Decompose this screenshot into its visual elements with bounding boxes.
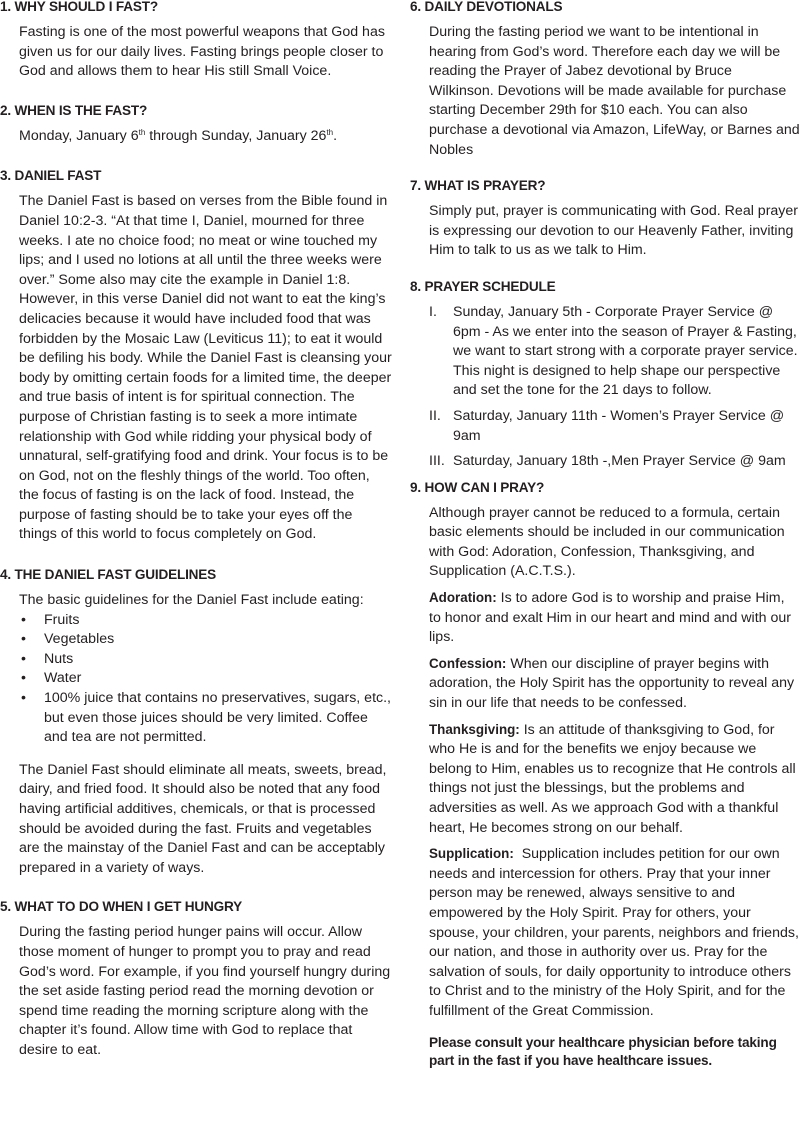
adoration-label: Adoration: bbox=[429, 590, 497, 606]
schedule-item bbox=[429, 303, 800, 401]
section-body bbox=[0, 591, 392, 878]
adoration-paragraph bbox=[429, 588, 800, 648]
section-why-fast bbox=[0, 0, 392, 82]
paragraph: The Daniel Fast is based on verses from the Bible found in Daniel 10:2-3. “At that time I, Daniel, mourned for three weeks. I ate no choice food; no meat or wine touched my lips; and I used no lotions at all until the three weeks were over.” Some also may cite the example in Daniel 1:8. However, in this verse Daniel did not want to eat the king’s delicacies because it would have included food that was forbidden by the Mosaic Law (Leviticus 11); to eat it would be defiling his body. While the Daniel Fast is cleansing your body by omitting certain foods for a limited time, the deeper and true basis of intent is for spiritual connection. The purpose of Christian fasting is to seek a more intimate relationship with God while ridding your physical body of unnatural, self-gratifying food and drink. Your focus is to be on God, not on the fleshly things of the world. Too often, the focus of fasting is on the lack of food. Instead, the purpose of fasting should be to take your eyes off the things of this world to focus completely on God. bbox=[19, 193, 392, 543]
section-body bbox=[0, 23, 392, 82]
item-text: Saturday, January 11th - Women’s Prayer Service @ 9am bbox=[453, 407, 785, 444]
thanksgiving-text: Is an attitude of thanksgiving to God, for who He is and for the benefits we enjoy because we belong to Him, enables us to recognize that He controls all things not just the blessings, but the problems and adversities as well. As we approach God with a thankful heart, He becomes strong on our behalf. bbox=[429, 721, 796, 836]
list-item: • Water bbox=[19, 669, 392, 689]
confession-label: Confession: bbox=[429, 655, 507, 671]
section-what-is-prayer bbox=[410, 178, 800, 261]
paragraph: The Daniel Fast should eliminate all meats, sweets, bread, dairy, and fried food. It should also be noted that any food having artificial additives, chemicals, or that is processed should be avoided during the fast. Fruits and vegetables are the mainstay of the Daniel Fast and can be acceptably prepared in a variety of ways. bbox=[19, 761, 387, 876]
item-number: I. bbox=[429, 303, 437, 320]
list-item: • Fruits bbox=[19, 611, 392, 631]
item-number: II. bbox=[429, 407, 441, 424]
list-item: • Nuts bbox=[19, 650, 392, 670]
ordinal-suffix: th bbox=[138, 127, 146, 137]
section-body bbox=[0, 923, 392, 1060]
paragraph: During the fasting period hunger pains will occur. Allow those moment of hunger to prompt you to pray and read God’s word. For example, if you find yourself hungry during the set aside fasting period read the morning devotion or spend time reading the morning scripture along with the chapter it’s found. Allow time with God to replace that desire to eat. bbox=[19, 924, 391, 1058]
supplication-paragraph bbox=[429, 844, 800, 1021]
paragraph: The basic guidelines for the Daniel Fast include eating: bbox=[19, 592, 364, 609]
schedule-list bbox=[429, 303, 800, 472]
paragraph: Fasting is one of the most powerful weapons that God has given us for our daily lives. Fasting brings people closer to God and allows them to hear His still Small Voice. bbox=[19, 24, 385, 80]
supplication-text: Supplication includes petition for our own needs and intercession for others. Pray that your inner person may be renewed, always sensitive to and empowered by the Holy Spirit. Pray for others, your spouse, your children, your parents, neighbors and friends, our nation, and those in authority over us. Pray for the salvation of souls, for daily opportunity to introduce others to Christ and to the ministry of the Holy Spirit, and for the fulfillment of the Great Commission. bbox=[429, 846, 799, 1019]
section-devotionals bbox=[410, 0, 800, 160]
right-column bbox=[410, 0, 800, 1071]
confession-text: When our discipline of prayer begins with adoration, the Holy Spirit has the opportunity to reveal any sin in our life that needs to be confessed. bbox=[429, 655, 795, 712]
section-title: 8. PRAYER SCHEDULE bbox=[410, 278, 556, 294]
item-text: Sunday, January 5th - Corporate Prayer Service @ 6pm - As we enter into the season of Prayer & Fasting, we want to start strong with a corporate prayer service. This night is designed to help shape our perspective and set the tone for the 21 days to follow. bbox=[453, 303, 798, 399]
section-prayer-schedule bbox=[410, 279, 800, 472]
confession-paragraph bbox=[429, 654, 800, 714]
healthcare-note: Please consult your healthcare physician before taking part in the fast if you have healthcare issues. bbox=[429, 1034, 777, 1069]
section-body bbox=[410, 202, 800, 261]
item-text: Saturday, January 18th -,Men Prayer Service @ 9am bbox=[453, 453, 786, 470]
section-title: 2. WHEN IS THE FAST? bbox=[0, 102, 148, 118]
thanksgiving-paragraph bbox=[429, 720, 800, 839]
section-title: 5. WHAT TO DO WHEN I GET HUNGRY bbox=[0, 899, 243, 915]
paragraph: Simply put, prayer is communicating with God. Real prayer is expressing our devotion to our Heavenly Father, inviting Him to talk to us as we talk to Him. bbox=[429, 203, 799, 259]
section-daniel-fast bbox=[0, 168, 392, 545]
list-item: • 100% juice that contains no preservatives, sugars, etc., but even those juices should be very limited. Coffee and tea are not permitted. bbox=[19, 689, 392, 748]
schedule-item bbox=[429, 407, 800, 446]
left-column bbox=[0, 0, 392, 1061]
list-item: • Vegetables bbox=[19, 630, 392, 650]
section-title: 3. DANIEL FAST bbox=[0, 168, 102, 184]
adoration-text: Is to adore God is to worship and praise Him, to honor and exalt Him in our heart and mind and with our lips. bbox=[429, 590, 791, 646]
section-hungry bbox=[0, 899, 392, 1060]
item-number: III. bbox=[429, 453, 445, 470]
paragraph: During the fasting period we want to be intentional in hearing from God’s word. Therefore each day we will be reading the Prayer of Jabez devotional by Bruce Wilkinson. Devotions will be made available for purchase starting December 29th for $10 each. You can also purchase a devotional via Amazon, LifeWay, or Barnes and Nobles bbox=[429, 24, 800, 158]
paragraph: Although prayer cannot be reduced to a formula, certain basic elements should be included in our communication with God: Adoration, Confession, Thanksgiving, and Supplication (A.C.T.S.). bbox=[429, 504, 785, 580]
punctuation: . bbox=[333, 127, 338, 144]
section-body bbox=[410, 23, 800, 160]
section-body bbox=[0, 192, 392, 545]
thanksgiving-label: Thanksgiving: bbox=[429, 721, 520, 737]
section-title: 7. WHAT IS PRAYER? bbox=[410, 178, 546, 194]
section-body bbox=[410, 303, 800, 472]
section-title: 4. THE DANIEL FAST GUIDELINES bbox=[0, 567, 217, 583]
section-body bbox=[0, 127, 392, 147]
ordinal-suffix: th bbox=[326, 127, 334, 137]
date-start: Monday, January 6 bbox=[19, 127, 139, 144]
food-list bbox=[19, 611, 392, 748]
section-title: 6. DAILY DEVOTIONALS bbox=[410, 0, 563, 14]
section-when-fast bbox=[0, 103, 392, 147]
date-end: through Sunday, January 26 bbox=[145, 127, 327, 144]
supplication-label: Supplication: bbox=[429, 846, 514, 862]
section-title: 1. WHY SHOULD I FAST? bbox=[0, 0, 158, 14]
section-how-to-pray bbox=[410, 480, 800, 1071]
section-body bbox=[410, 504, 800, 1022]
schedule-item bbox=[429, 452, 800, 472]
paragraph bbox=[19, 127, 392, 147]
section-guidelines bbox=[0, 567, 392, 878]
section-title: 9. HOW CAN I PRAY? bbox=[410, 479, 545, 495]
